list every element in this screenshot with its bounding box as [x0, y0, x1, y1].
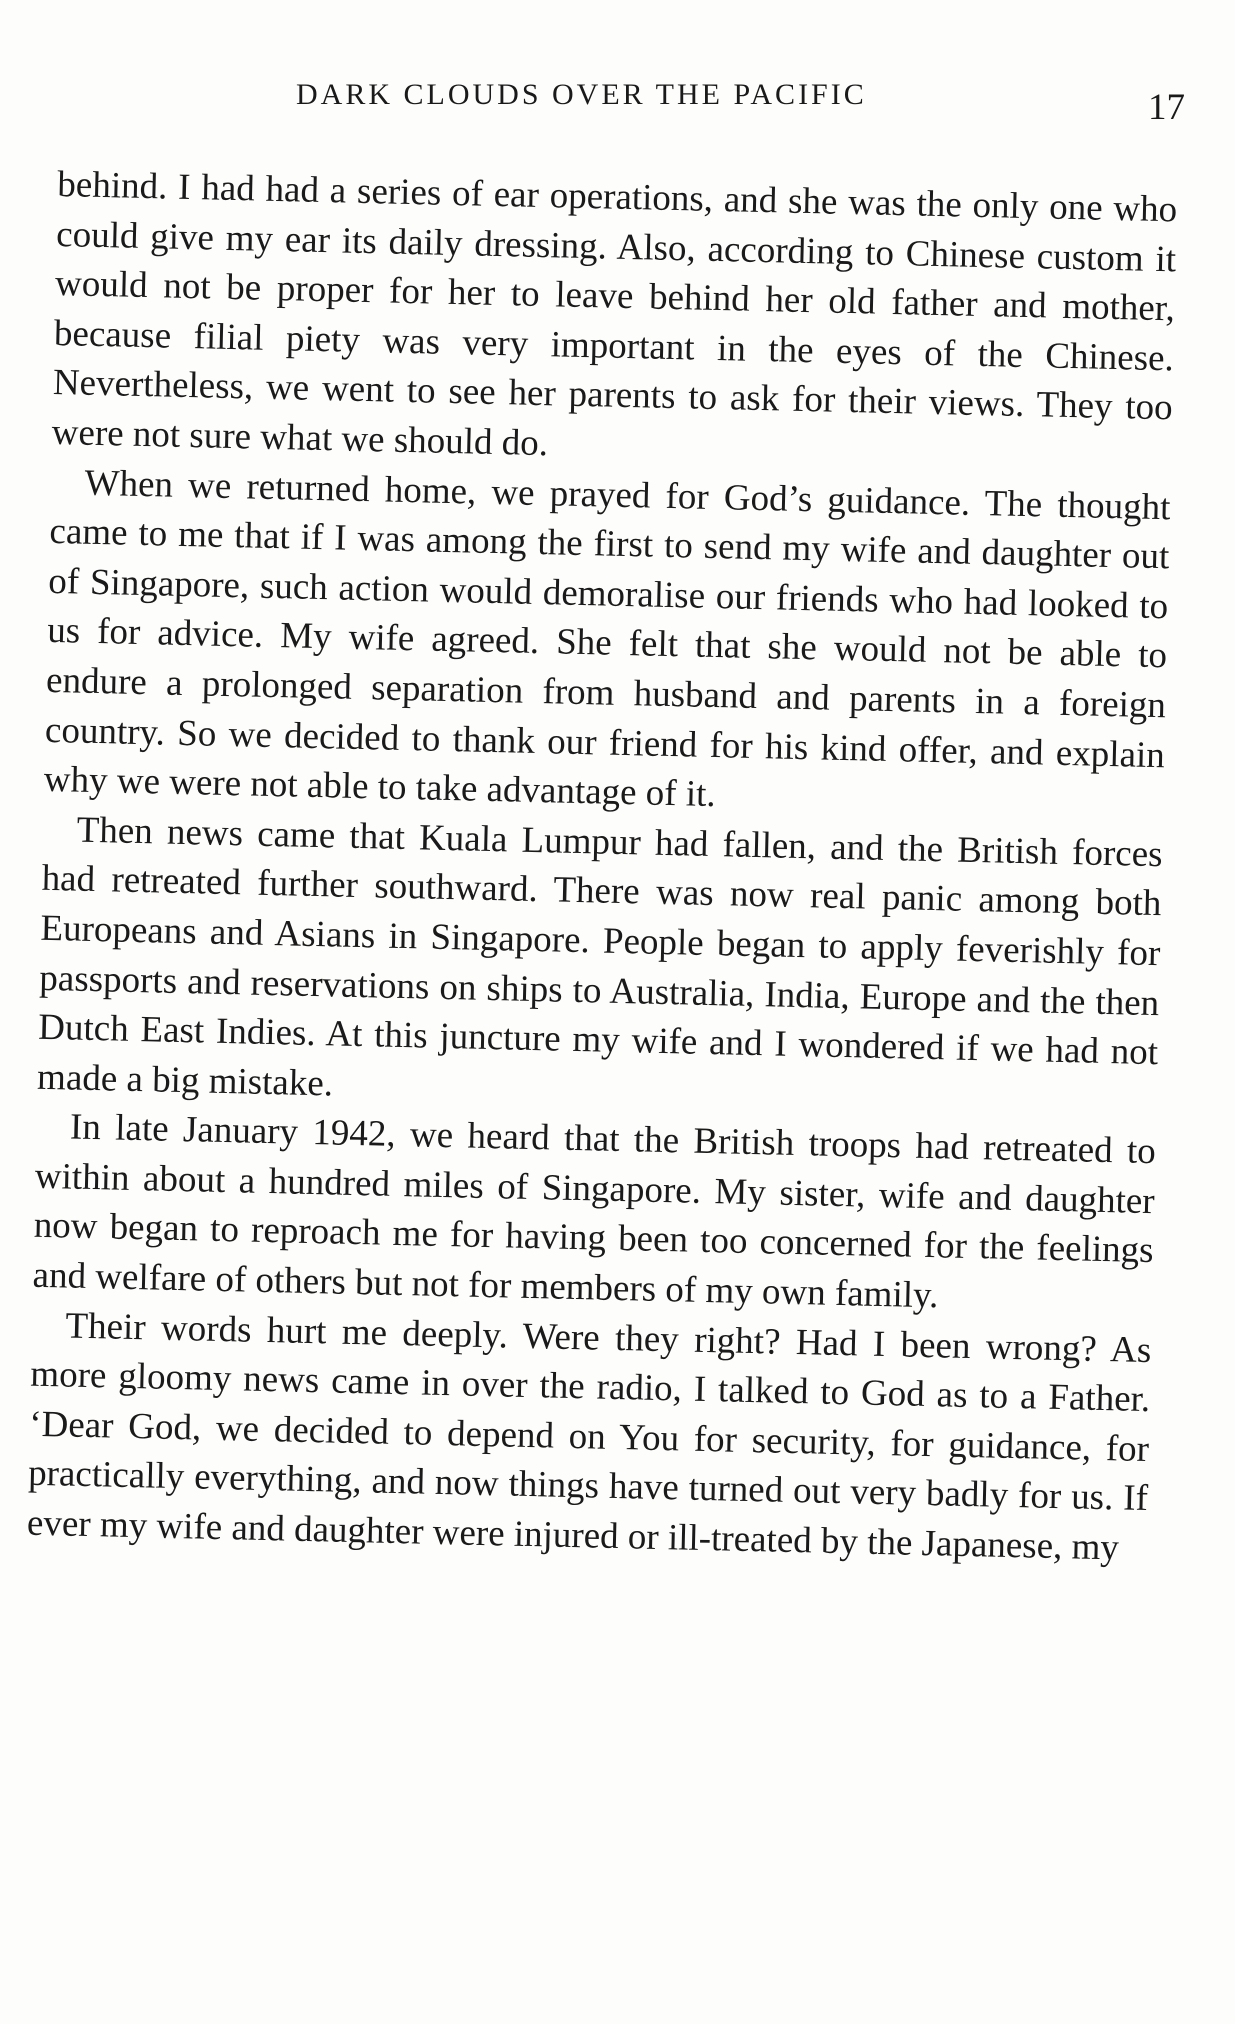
paragraph-2: When we returned home, we prayed for God’s guidance. The thought came to me that if I was among the first to send my wife and daughter out of Singapore, such action would demoralise our friends who had looked to us for advice. My wife agreed. She felt that she would not be able to endure a prolonged separation from husband and parents in a foreign country. So we decided to thank our friend for his kind offer, and explain why we were not able to take advantage of it. — [43, 462, 1171, 816]
paragraph-4: In late January 1942, we heard that the British troops had retreated to within about a hundred miles of Singapore. My sister, wife and daughter now began to reproach me for having been too concerned for the feelings and welfare of others but not for members of my own family. — [32, 1106, 1157, 1317]
page-number: 17 — [1148, 87, 1185, 128]
body-text — [26, 160, 1177, 1574]
paragraph-5: Their words hurt me deeply. Were they right? Had I been wrong? As more gloomy news came in over the radio, I talked to God as to a Father. ‘Dear God, we decided to depend on You for security, for guidance, for practically everything, and now things have turned out very badly for us. If ever my wife and daughter were injured or ill-treated by the Japanese, my — [26, 1305, 1152, 1569]
paragraph-1: behind. I had had a series of ear operations, and she was the only one who could give my ear its daily dressing. Also, according to Chinese custom it would not be proper for her to leave behind her old father and mother, because filial piety was very important in the eyes of the Chinese. Nevertheless, we went to see her parents to ask for their views. They too were not sure what we should do. — [51, 163, 1178, 465]
paragraph-3: Then news came that Kuala Lumpur had fallen, and the British forces had retreated further southward. There was now real panic among both Europeans and Asians in Singapore. People began to apply feverishly for passports and reservations on ships to Australia, India, Europe and the then Dutch East Indies. At this juncture my wife and I wondered if we had not made a big mistake. — [36, 809, 1163, 1105]
running-head: DARK CLOUDS OVER THE PACIFIC — [296, 78, 867, 111]
